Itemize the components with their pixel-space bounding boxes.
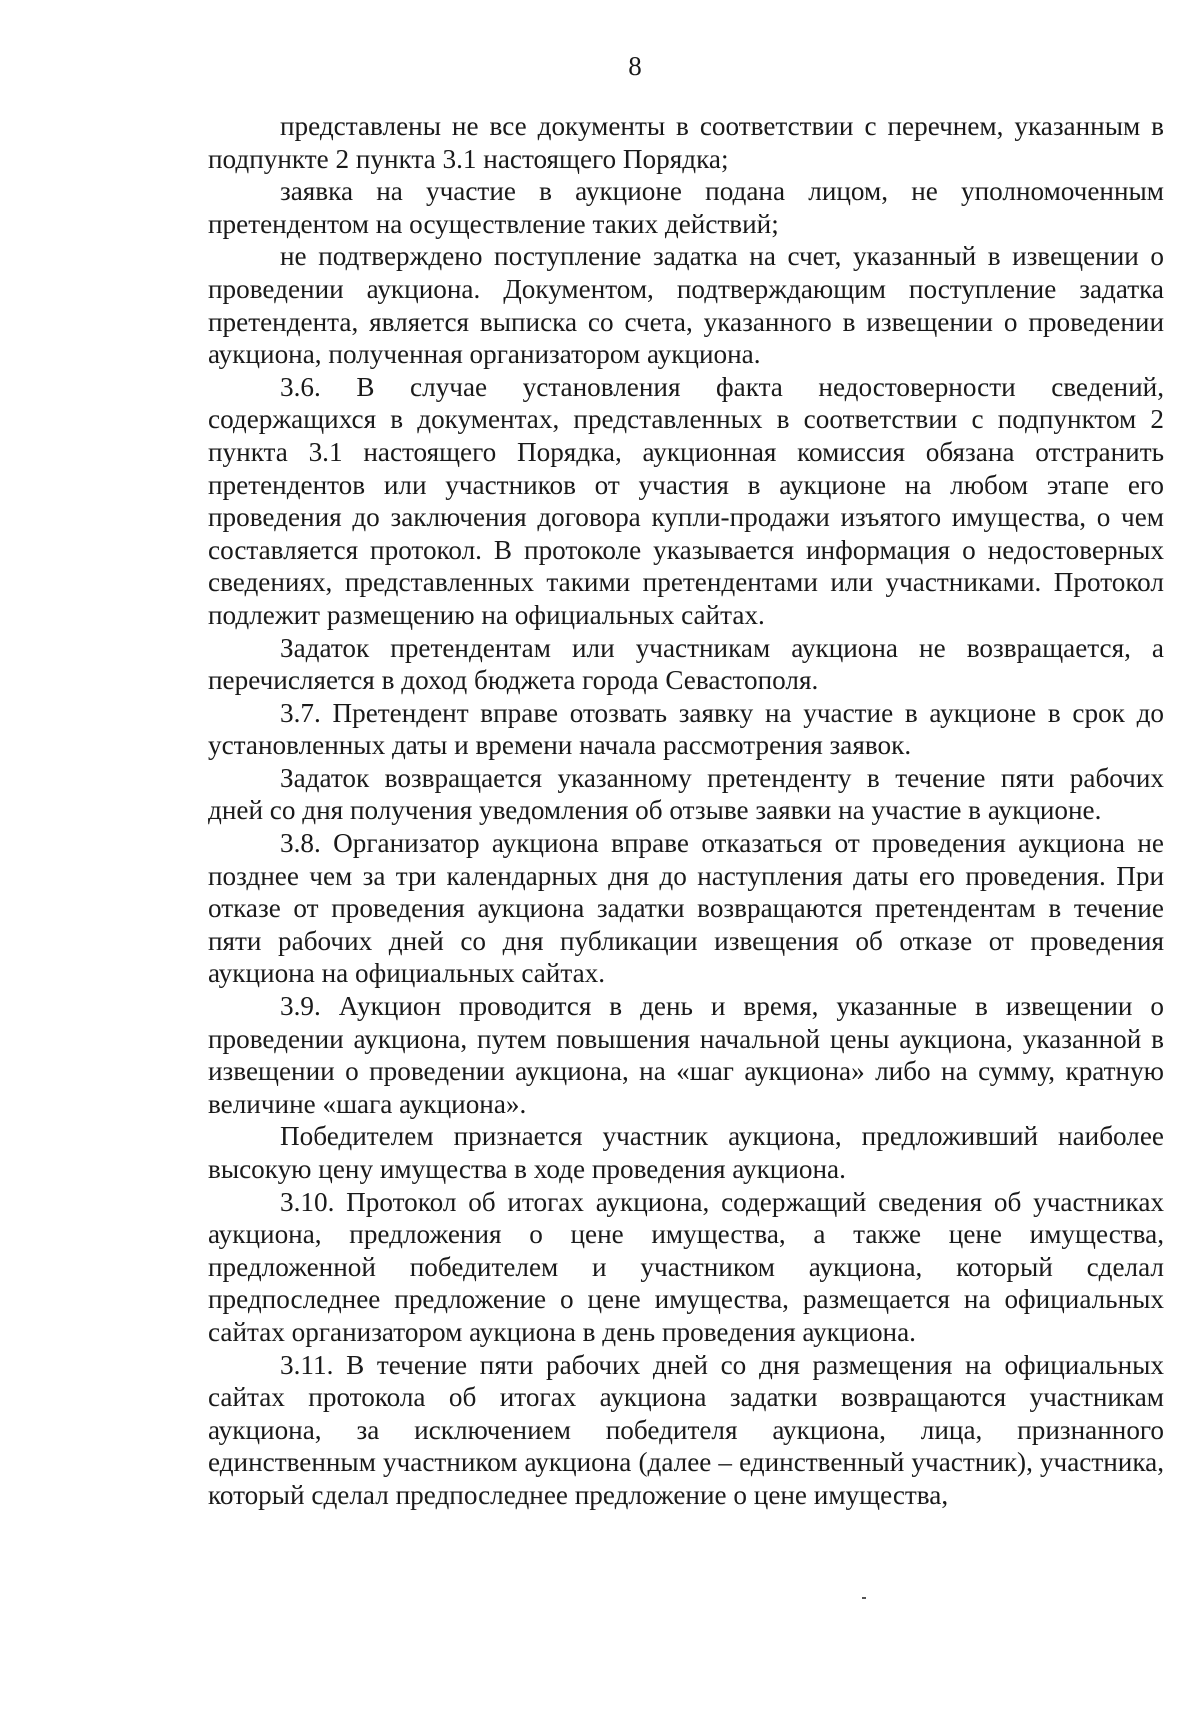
paragraph: 3.10. Протокол об итогах аукциона, содержащий сведения об участниках аукциона, предложения о цене имущества, а также цене имущества, предложенной победителем и участником аукциона, который сделал предпоследнее предложение о цене имущества, размещается на официальных сайтах организатором аукциона в день проведения аукциона. xyxy=(208,1186,1164,1347)
paragraph: Задаток возвращается указанному претенденту в течение пяти рабочих дней со дня получения уведомления об отзыве заявки на участие в аукционе. xyxy=(208,762,1164,826)
document-body xyxy=(208,110,1164,1512)
page-number: 8 xyxy=(628,51,642,81)
paragraph: Задаток претендентам или участникам аукциона не возвращается, а перечисляется в доход бюджета города Севастополя. xyxy=(208,632,1164,696)
paragraph: заявка на участие в аукционе подана лицом, не уполномоченным претендентом на осуществление таких действий; xyxy=(208,176,1164,239)
paragraph: 3.6. В случае установления факта недостоверности сведений, содержащихся в документах, представленных в соответствии с подпунктом 2 пункта 3.1 настоящего Порядка, аукционная комиссия обязана отстранить претендентов или участников от участия в аукционе на любом этапе его проведения до заключения договора купли-продажи изъятого имущества, о чем составляется протокол. В протоколе указывается информация о недостоверных сведениях, представленных такими претендентами или участниками. Протокол подлежит размещению на официальных сайтах. xyxy=(208,371,1164,630)
scan-speck xyxy=(862,1597,866,1599)
paragraph: 3.9. Аукцион проводится в день и время, указанные в извещении о проведении аукциона, путем повышения начальной цены аукциона, указанной в извещении о проведении аукциона, на «шаг аукциона» либо на сумму, кратную величине «шага аукциона». xyxy=(208,991,1164,1119)
paragraph: представлены не все документы в соответствии с перечнем, указанным в подпункте 2 пункта 3.1 настоящего Порядка; xyxy=(208,111,1164,174)
paragraph: 3.11. В течение пяти рабочих дней со дня размещения на официальных сайтах протокола об итогах аукциона задатки возвращаются участникам аукциона, за исключением победителя аукциона, лица, признанного единственным участником аукциона (далее – единственный участник), участника, который сделал предпоследнее предложение о цене имущества, xyxy=(208,1349,1164,1510)
paragraph: Победителем признается участник аукциона, предложивший наиболее высокую цену имущества в ходе проведения аукциона. xyxy=(208,1121,1164,1184)
paragraph: не подтверждено поступление задатка на счет, указанный в извещении о проведении аукциона. Документом, подтверждающим поступление задатка претендента, является выписка со счета, указанного в извещении о проведении аукциона, полученная организатором аукциона. xyxy=(208,241,1164,370)
paragraph: 3.8. Организатор аукциона вправе отказаться от проведения аукциона не позднее чем за три календарных дня до наступления даты его проведения. При отказе от проведения аукциона задатки возвращаются претендентам в течение пяти рабочих дней со дня публикации извещения об отказе от проведения аукциона на официальных сайтах. xyxy=(208,828,1164,989)
paragraph: 3.7. Претендент вправе отозвать заявку на участие в аукционе в срок до установленных даты и времени начала рассмотрения заявок. xyxy=(208,697,1164,761)
